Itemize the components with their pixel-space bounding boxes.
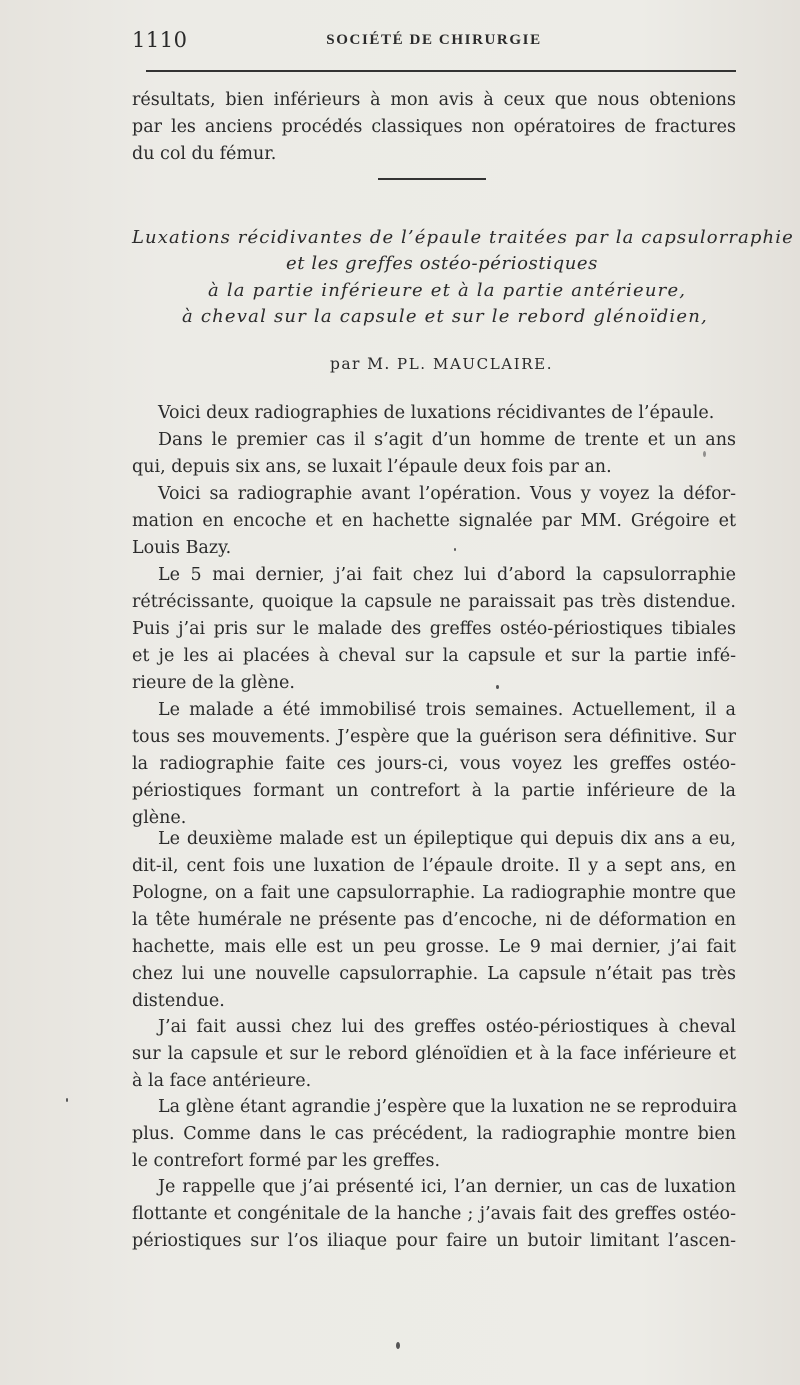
text-line: périostiques sur l’os iliaque pour faire un butoir limitant l’ascen- (132, 1231, 736, 1251)
text-line: rieure de la glène. (132, 673, 295, 693)
title-line: à cheval sur la capsule et sur le rebord glénoïdien, (182, 306, 708, 327)
text-line: La glène étant agrandie j’espère que la luxation ne se reproduira (158, 1097, 738, 1117)
section-divider (378, 178, 486, 180)
text-line: flottante et congénitale de la hanche ; j’avais fait des greffes ostéo- (132, 1204, 736, 1224)
text-line: Le 5 mai dernier, j’ai fait chez lui d’abord la capsulorraphie (158, 565, 736, 585)
body-paragraph (132, 1094, 736, 1175)
header-rule (146, 70, 736, 72)
text-line: Louis Bazy. (132, 538, 232, 558)
author-line (330, 355, 553, 373)
text-line: par les anciens procédés classiques non opératoires de fractures (132, 117, 736, 137)
text-line: Voici deux radiographies de luxations récidivantes de l’épaule. (158, 403, 715, 423)
text-line: Dans le premier cas il s’agit d’un homme de trente et un ans (158, 430, 736, 450)
text-line: le contrefort formé par les greffes. (132, 1151, 441, 1171)
text-line: à la face antérieure. (132, 1071, 312, 1091)
text-line: glène. (132, 808, 187, 828)
text-line: tous ses mouvements. J’espère que la guérison sera définitive. Sur (132, 727, 736, 747)
text-line: Je rappelle que j’ai présenté ici, l’an dernier, un cas de luxation (158, 1177, 736, 1197)
text-line: et je les ai placées à cheval sur la capsule et sur la partie infé- (132, 646, 736, 666)
text-line: dit-il, cent fois une luxation de l’épaule droite. Il y a sept ans, en (132, 856, 736, 876)
text-line: la tête humérale ne présente pas d’encoche, ni de déformation en (132, 910, 736, 930)
ink-speck (454, 548, 456, 551)
title-line: et les greffes ostéo-périostiques (286, 253, 598, 274)
ink-speck (703, 451, 706, 457)
intro-paragraph (132, 87, 736, 168)
title-line: à la partie inférieure et à la partie antérieure, (208, 280, 687, 301)
body-paragraph (132, 400, 736, 427)
body-paragraph (132, 826, 736, 1015)
text-line: Pologne, on a fait une capsulorraphie. La radiographie montre que (132, 883, 736, 903)
text-line: distendue. (132, 991, 225, 1011)
page-header (132, 28, 736, 58)
body-paragraph (132, 1174, 736, 1255)
text-line: J’ai fait aussi chez lui des greffes ostéo-périostiques à cheval (158, 1017, 736, 1037)
text-line: Voici sa radiographie avant l’opération. Vous y voyez la défor- (158, 484, 736, 504)
body-paragraph (132, 481, 736, 562)
text-line: du col du fémur. (132, 144, 277, 164)
ink-speck (396, 1342, 400, 1349)
text-line: Le deuxième malade est un épileptique qui depuis dix ans a eu, (158, 829, 736, 849)
page-number: 1110 (132, 28, 188, 52)
text-line: rétrécissante, quoique la capsule ne paraissait pas très distendue. (132, 592, 736, 612)
text-line: chez lui une nouvelle capsulorraphie. La capsule n’était pas très (132, 964, 736, 984)
text-line: sur la capsule et sur le rebord glénoïdien et à la face inférieure et (132, 1044, 736, 1064)
text-line: qui, depuis six ans, se luxait l’épaule deux fois par an. (132, 457, 612, 477)
text-line: Puis j’ai pris sur le malade des greffes ostéo-périostiques tibiales (132, 619, 736, 639)
text-line: Le malade a été immobilisé trois semaines. Actuellement, il a (158, 700, 736, 720)
author-prefix: par M. (330, 355, 391, 373)
author-name: PL. MAUCLAIRE. (397, 355, 554, 373)
body-paragraph (132, 697, 736, 832)
running-head: SOCIÉTÉ DE CHIRURGIE (326, 32, 542, 48)
text-line: hachette, mais elle est un peu grosse. Le 9 mai dernier, j’ai fait (132, 937, 736, 957)
title-line: Luxations récidivantes de l’épaule traitées par la capsulorraphie (132, 227, 794, 248)
body-paragraph (132, 427, 736, 481)
ink-speck (496, 685, 499, 689)
text-line: périostiques formant un contrefort à la partie inférieure de la (132, 781, 736, 801)
text-line: la radiographie faite ces jours-ci, vous voyez les greffes ostéo- (132, 754, 736, 774)
text-line: mation en encoche et en hachette signalée par MM. Grégoire et (132, 511, 736, 531)
body-paragraph (132, 562, 736, 697)
ink-speck (66, 1098, 68, 1102)
text-line: plus. Comme dans le cas précédent, la radiographie montre bien (132, 1124, 736, 1144)
text-line: résultats, bien inférieurs à mon avis à ceux que nous obtenions (132, 90, 736, 110)
body-paragraph (132, 1014, 736, 1095)
